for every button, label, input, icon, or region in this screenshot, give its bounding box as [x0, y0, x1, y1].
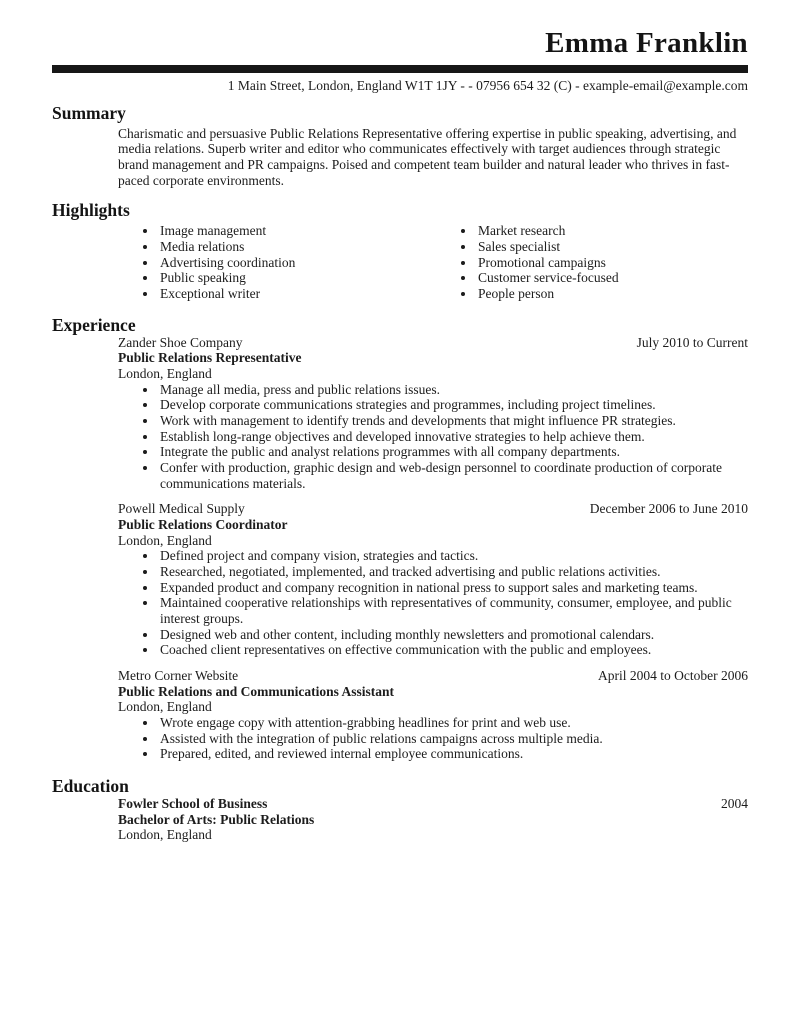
contact-line: 1 Main Street, London, England W1T 1JY - - 07956 654 32 (C) - example-email@example.com — [227, 77, 748, 93]
company-name: Metro Corner Website — [118, 667, 239, 683]
job-bullet: • Designed web and other content, including monthly newsletters and promotional calendars. — [158, 627, 748, 643]
highlights-columns — [118, 223, 748, 301]
job-bullet: • Prepared, edited, and reviewed internal employee communications. — [158, 746, 748, 762]
highlight-item: • People person — [476, 286, 748, 302]
job-dates: April 2004 to October 2006 — [598, 667, 748, 683]
job-bullet: • Coached client representatives on effective communication with the public and employees. — [158, 642, 748, 658]
job-header-row — [118, 668, 748, 684]
job-bullet: • Work with management to identify trends and developments that might influence PR strategies. — [158, 413, 748, 429]
highlight-item: • Market research — [476, 223, 748, 239]
section-experience — [52, 315, 748, 762]
job-title: Public Relations and Communications Assistant — [118, 683, 395, 699]
education-body — [118, 796, 748, 843]
job-location: London, England — [118, 366, 212, 382]
school-name: Fowler School of Business — [118, 796, 268, 812]
job-entry — [118, 501, 748, 658]
education-heading: Education — [52, 775, 129, 796]
job-header-row — [118, 335, 748, 351]
job-location: London, England — [118, 532, 212, 548]
job-header-row — [118, 501, 748, 517]
section-highlights — [52, 200, 748, 301]
job-bullet: • Wrote engage copy with attention-grabbing headlines for print and web use. — [158, 715, 748, 731]
job-bullet: • Defined project and company vision, strategies and tactics. — [158, 548, 748, 564]
header-divider — [52, 65, 748, 73]
summary-body — [118, 126, 748, 189]
job-bullet: • Manage all media, press and public relations issues. — [158, 382, 748, 398]
job-title: Public Relations Coordinator — [118, 517, 288, 533]
section-education — [52, 776, 748, 843]
highlight-item: • Public speaking — [158, 270, 458, 286]
job-bullet: • Maintained cooperative relationships with representatives of community, consumer, employee, and public interest groups. — [158, 595, 748, 626]
job-bullet: • Develop corporate communications strategies and programmes, including project timelines. — [158, 397, 748, 413]
highlights-list-left — [118, 223, 458, 301]
job-title: Public Relations Representative — [118, 350, 302, 366]
highlight-item: • Sales specialist — [476, 239, 748, 255]
job-bullet: • Integrate the public and analyst relations programmes with all company departments. — [158, 444, 748, 460]
resume-header — [52, 28, 748, 94]
job-bullet-list — [118, 715, 748, 762]
degree: Bachelor of Arts: Public Relations — [118, 811, 315, 827]
summary-heading: Summary — [52, 102, 126, 123]
company-name: Zander Shoe Company — [118, 334, 243, 350]
experience-body — [118, 335, 748, 762]
job-bullet: • Establish long-range objectives and developed innovative strategies to help achieve them. — [158, 429, 748, 445]
education-location: London, England — [118, 827, 212, 843]
job-bullet: • Assisted with the integration of public relations campaigns across multiple media. — [158, 731, 748, 747]
highlights-list-right — [458, 223, 748, 301]
job-dates: July 2010 to Current — [636, 334, 748, 350]
job-bullet-list — [118, 548, 748, 658]
job-location: London, England — [118, 699, 212, 715]
job-bullet: • Confer with production, graphic design and web-design personnel to coordinate production of corporate communications materials. — [158, 460, 748, 491]
highlight-item: • Advertising coordination — [158, 255, 458, 271]
highlight-item: • Image management — [158, 223, 458, 239]
job-dates: December 2006 to June 2010 — [589, 501, 748, 517]
job-entry — [118, 335, 748, 492]
person-name: Emma Franklin — [545, 27, 748, 59]
job-bullet: • Researched, negotiated, implemented, and tracked advertising and public relations activities. — [158, 564, 748, 580]
education-header-row — [118, 796, 748, 812]
highlight-item: • Media relations — [158, 239, 458, 255]
highlight-item: • Promotional campaigns — [476, 255, 748, 271]
job-bullet-list — [118, 382, 748, 492]
highlights-body — [118, 223, 748, 301]
highlight-item: • Exceptional writer — [158, 286, 458, 302]
company-name: Powell Medical Supply — [118, 501, 245, 517]
highlights-heading: Highlights — [52, 200, 130, 221]
highlight-item: • Customer service-focused — [476, 270, 748, 286]
job-bullet: • Expanded product and company recognition in national press to support sales and marketing teams. — [158, 580, 748, 596]
graduation-year: 2004 — [721, 796, 748, 812]
job-entry — [118, 668, 748, 762]
summary-text: Charismatic and persuasive Public Relations Representative offering expertise in public speaking, advertising, and media relations. Superb writer and editor who communicates effectively with target audiences through strategic brand management and PR campaigns. Poised and competent team builder and natural leader who thrives in fast-paced corporate environments. — [118, 125, 737, 188]
section-summary — [52, 103, 748, 189]
experience-heading: Experience — [52, 314, 136, 335]
